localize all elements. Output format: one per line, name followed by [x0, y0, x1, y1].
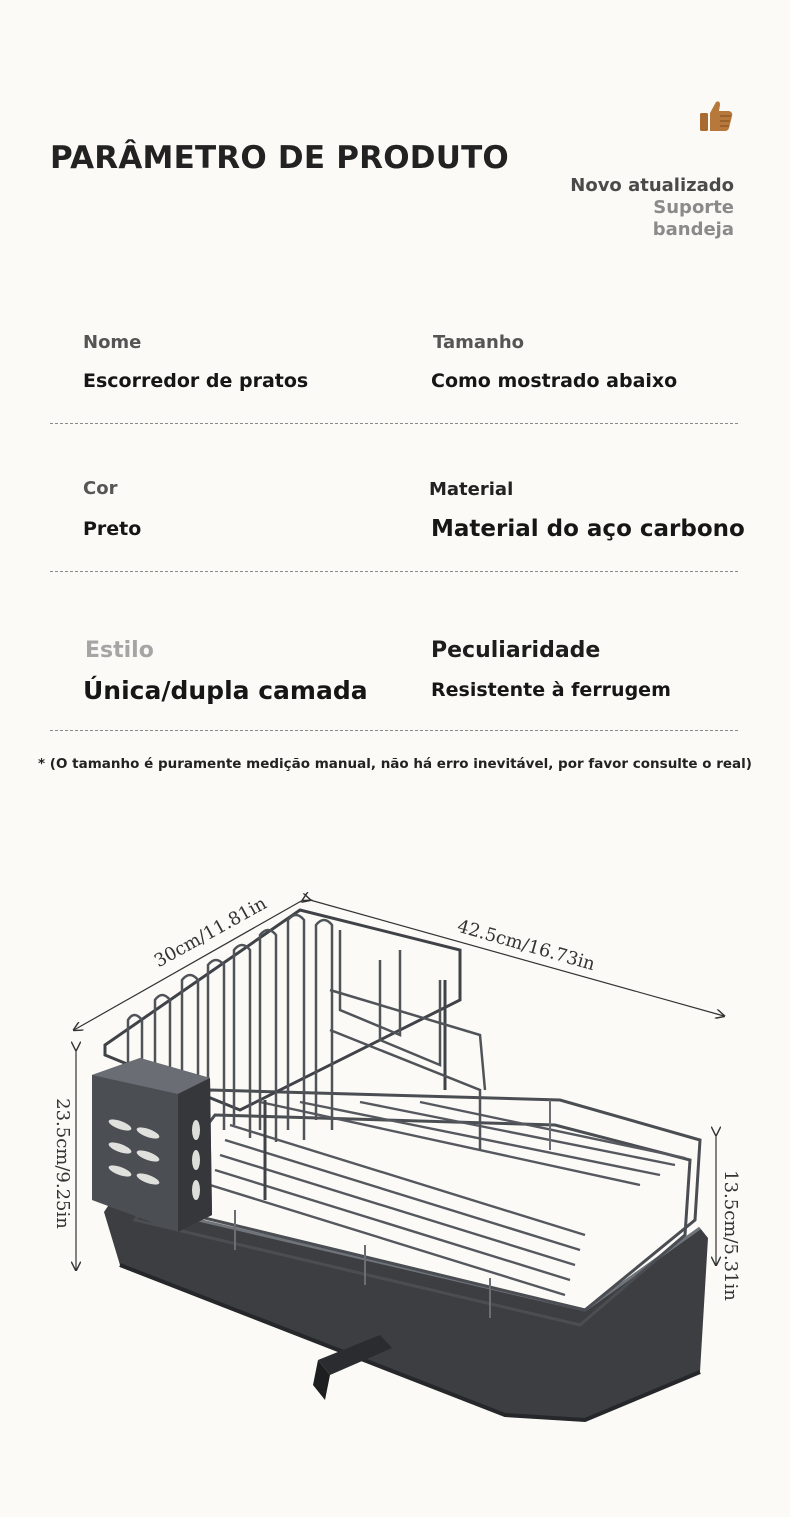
- style-value: Única/dupla camada: [83, 676, 368, 705]
- badge-line-3: bandeja: [652, 219, 734, 240]
- page-title: PARÂMETRO DE PRODUTO: [50, 140, 509, 176]
- material-label: Material: [429, 479, 514, 500]
- divider: [50, 571, 738, 572]
- thumbs-up-icon: [698, 98, 734, 134]
- name-value: Escorredor de pratos: [83, 370, 309, 392]
- color-label: Cor: [83, 478, 118, 499]
- material-value: Material do aço carbono: [431, 516, 745, 542]
- divider: [50, 423, 738, 424]
- name-label: Nome: [83, 332, 142, 353]
- color-value: Preto: [83, 518, 142, 540]
- depth-dimension-label: 30cm/11.81in: [150, 893, 271, 972]
- feature-value: Resistente à ferrugem: [431, 679, 671, 701]
- badge-line-1: Novo atualizado: [570, 175, 734, 196]
- feature-label: Peculiaridade: [431, 638, 601, 663]
- size-label: Tamanho: [433, 332, 525, 353]
- style-label: Estilo: [85, 638, 154, 663]
- disclaimer-note: * (O tamanho é puramente medição manual, não há erro inevitável, por favor consulte o real): [38, 756, 752, 772]
- update-badge: [570, 175, 734, 241]
- width-dimension-label: 42.5cm/16.73in: [454, 915, 598, 976]
- size-value: Como mostrado abaixo: [431, 370, 678, 392]
- divider: [50, 730, 738, 731]
- badge-line-2: Suporte: [653, 197, 734, 218]
- height-dimension-label: 23.5cm/9.25in: [51, 1098, 73, 1229]
- dish-rack-illustration: [0, 840, 790, 1440]
- low-height-dimension-label: 13.5cm/5.31in: [719, 1170, 741, 1301]
